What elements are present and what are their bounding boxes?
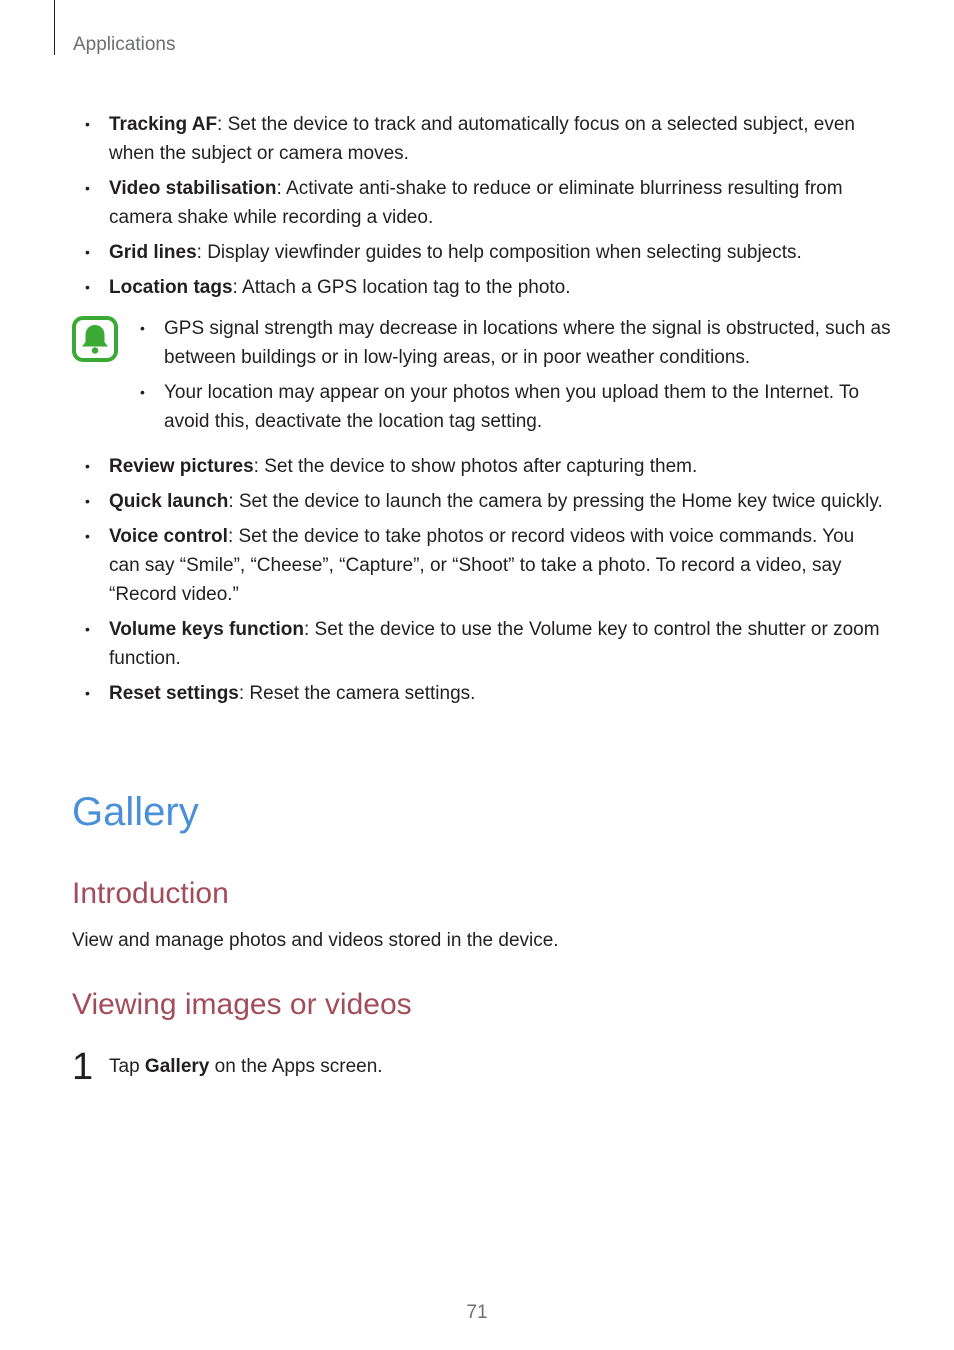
setting-description: : Activate anti-shake to reduce or eliminate blurriness resulting from camera shake while recording a video.: [109, 178, 843, 228]
notice-text: GPS signal strength may decrease in locations where the signal is obstructed, such as between buildings or in low-lying areas, or in poor weather conditions.: [164, 318, 891, 368]
setting-description: : Display viewfinder guides to help composition when selecting subjects.: [196, 242, 802, 263]
setting-description: : Set the device to launch the camera by pressing the Home key twice quickly.: [228, 491, 883, 512]
step-number: 1: [72, 1046, 94, 1088]
setting-description: : Reset the camera settings.: [238, 683, 476, 704]
setting-item: [0, 487, 954, 516]
step-bold: Gallery: [144, 1056, 210, 1077]
viewing-heading: Viewing images or videos: [72, 988, 412, 1021]
bullet: •: [85, 621, 90, 637]
setting-term: Location tags: [109, 277, 233, 298]
setting-term: Voice control: [109, 526, 228, 547]
setting-item: [0, 615, 954, 673]
bullet: •: [85, 116, 90, 132]
header-rule: [54, 0, 55, 55]
bullet: •: [85, 493, 90, 509]
setting-term: Grid lines: [109, 242, 197, 263]
section-label: Applications: [73, 34, 176, 55]
bullet: •: [85, 458, 90, 474]
introduction-heading: Introduction: [72, 877, 229, 910]
setting-item: [0, 238, 954, 267]
gallery-title: Gallery: [72, 790, 199, 834]
setting-description: : Attach a GPS location tag to the photo.: [232, 277, 571, 298]
bullet: •: [85, 180, 90, 196]
notice-list: [0, 314, 954, 436]
step-suffix: on the Apps screen.: [209, 1056, 383, 1077]
setting-item: [0, 273, 954, 302]
notice-item: [0, 378, 954, 436]
setting-term: Quick launch: [109, 491, 229, 512]
bullet: •: [85, 528, 90, 544]
notice-item: [0, 314, 954, 372]
setting-term: Tracking AF: [109, 114, 218, 135]
setting-description: : Set the device to use the Volume key to control the shutter or zoom function.: [109, 619, 880, 669]
introduction-text: View and manage photos and videos stored in the device.: [72, 930, 559, 951]
setting-description: : Set the device to show photos after capturing them.: [253, 456, 698, 477]
bullet: •: [85, 685, 90, 701]
bullet: •: [140, 384, 145, 400]
bullet: •: [85, 244, 90, 260]
setting-description: : Set the device to take photos or record videos with voice commands. You can say “Smile”, “Cheese”, “Capture”, or “Shoot” to take a photo. To record a video, say “Record video.”: [109, 526, 855, 605]
setting-term: Volume keys function: [109, 619, 304, 640]
page-number: 71: [466, 1302, 488, 1323]
step-prefix: Tap: [109, 1056, 145, 1077]
bullet: •: [85, 279, 90, 295]
setting-description: : Set the device to track and automatically focus on a selected subject, even when the subject or camera moves.: [109, 114, 855, 164]
bullet: •: [140, 320, 145, 336]
notice-text: Your location may appear on your photos when you upload them to the Internet. To avoid this, deactivate the location tag setting.: [164, 382, 860, 432]
notice-block: [0, 314, 954, 442]
setting-term: Reset settings: [109, 683, 239, 704]
setting-term: Review pictures: [109, 456, 254, 477]
setting-item: [0, 522, 954, 609]
setting-item: [0, 679, 954, 708]
setting-item: [0, 110, 954, 168]
setting-item: [0, 452, 954, 481]
setting-item: [0, 174, 954, 232]
setting-term: Video stabilisation: [109, 178, 277, 199]
settings-list-bottom: [0, 452, 954, 714]
step-text: [109, 1052, 383, 1081]
settings-list-top: [0, 110, 954, 308]
